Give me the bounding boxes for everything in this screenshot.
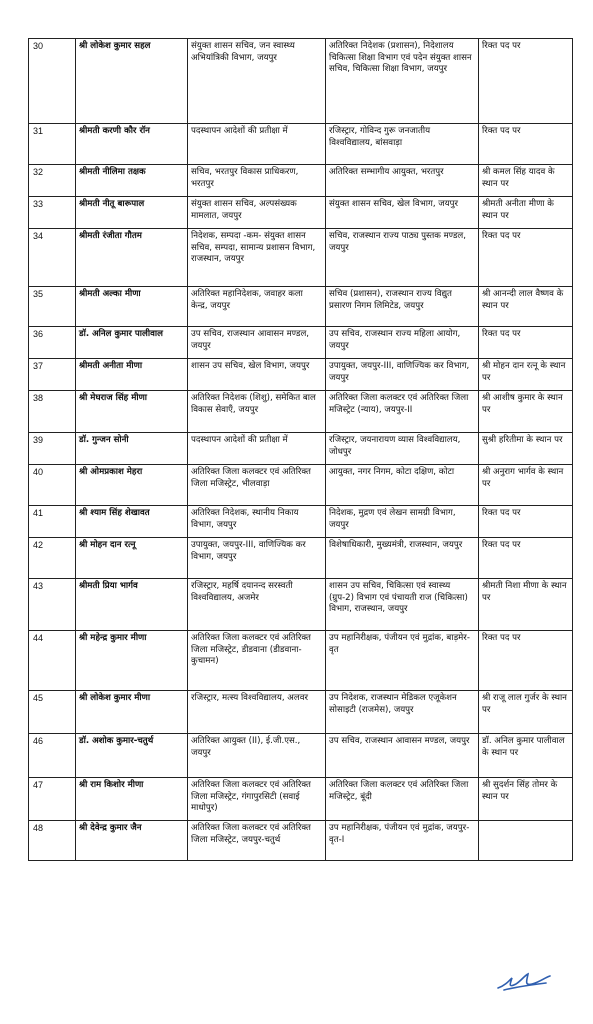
table-row [29, 359, 573, 391]
new-posting: उप सचिव, राजस्थान राज्य महिला आयोग, जयपुर [326, 327, 479, 359]
current-posting: अतिरिक्त जिला कलक्टर एवं अतिरिक्त जिला मजिस्ट्रेट, गंगापुरसिटी (सवाई माधोपुर) [188, 778, 326, 821]
row-number: 42 [29, 538, 76, 579]
officer-name: श्रीमती रंजीता गौतम [76, 229, 188, 287]
current-posting: पदस्थापन आदेशों की प्रतीक्षा में [188, 433, 326, 465]
officer-name: श्री मोहन दान रत्नू [76, 538, 188, 579]
remark: रिक्त पद पर [479, 327, 573, 359]
table-row [29, 734, 573, 778]
officer-name: श्री मेघराज सिंह मीणा [76, 391, 188, 433]
officer-name: श्रीमती अल्का मीणा [76, 287, 188, 327]
row-number: 33 [29, 197, 76, 229]
new-posting: उप महानिरीक्षक, पंजीयन एवं मुद्रांक, बाड़मेर-वृत [326, 631, 479, 691]
new-posting: उप महानिरीक्षक, पंजीयन एवं मुद्रांक, जयपुर-वृत-I [326, 821, 479, 861]
table-row [29, 165, 573, 197]
table-row [29, 433, 573, 465]
officer-name: श्री राम किशोर मीणा [76, 778, 188, 821]
row-number: 30 [29, 39, 76, 124]
current-posting: अतिरिक्त आयुक्त (II), ई.जी.एस., जयपुर [188, 734, 326, 778]
new-posting: रजिस्ट्रार, जयनारायण व्यास विश्वविद्यालय, जोधपुर [326, 433, 479, 465]
officer-name: डॉ. अनिल कुमार पालीवाल [76, 327, 188, 359]
current-posting: सचिव, भरतपुर विकास प्राधिकरण, भरतपुर [188, 165, 326, 197]
row-number: 41 [29, 506, 76, 538]
table-row [29, 506, 573, 538]
row-number: 37 [29, 359, 76, 391]
remark: रिक्त पद पर [479, 631, 573, 691]
new-posting: विशेषाधिकारी, मुख्यमंत्री, राजस्थान, जयपुर [326, 538, 479, 579]
table-row [29, 287, 573, 327]
table-row [29, 39, 573, 124]
table-row [29, 229, 573, 287]
current-posting: निदेशक, सम्पदा -कम- संयुक्त शासन सचिव, सम्पदा, सामान्य प्रशासन विभाग, राजस्थान, जयपुर [188, 229, 326, 287]
new-posting: निदेशक, मुद्रण एवं लेखन सामग्री विभाग, जयपुर [326, 506, 479, 538]
remark: रिक्त पद पर [479, 229, 573, 287]
current-posting: अतिरिक्त निदेशक (शिशु), समेकित बाल विकास सेवाएँ, जयपुर [188, 391, 326, 433]
transfer-order-table [28, 38, 573, 861]
current-posting: शासन उप सचिव, खेल विभाग, जयपुर [188, 359, 326, 391]
current-posting: रजिस्ट्रार, मत्स्य विश्वविद्यालय, अलवर [188, 691, 326, 734]
table-row [29, 465, 573, 506]
new-posting: अतिरिक्त सम्भागीय आयुक्त, भरतपुर [326, 165, 479, 197]
new-posting: उपायुक्त, जयपुर-III, वाणिज्यिक कर विभाग, जयपुर [326, 359, 479, 391]
current-posting: रजिस्ट्रार, महर्षि दयानन्द सरस्वती विश्वविद्यालय, अजमेर [188, 579, 326, 631]
new-posting: उप निदेशक, राजस्थान मेडिकल एजूकेशन सोसाइटी (राजमेस), जयपुर [326, 691, 479, 734]
remark: श्रीमती अनीता मीणा के स्थान पर [479, 197, 573, 229]
officer-name: श्रीमती करणी कौर रॉन [76, 124, 188, 165]
table-row [29, 691, 573, 734]
table-row [29, 124, 573, 165]
remark: श्री सुदर्शन सिंह तोमर के स्थान पर [479, 778, 573, 821]
remark: श्री मोहन दान रत्नू के स्थान पर [479, 359, 573, 391]
current-posting: पदस्थापन आदेशों की प्रतीक्षा में [188, 124, 326, 165]
officer-name: श्रीमती नीतू बारूपाल [76, 197, 188, 229]
new-posting: अतिरिक्त जिला कलक्टर एवं अतिरिक्त जिला मजिस्ट्रेट, बूंदी [326, 778, 479, 821]
remark: रिक्त पद पर [479, 39, 573, 124]
table-row [29, 778, 573, 821]
officer-name: श्री देवेन्द्र कुमार जैन [76, 821, 188, 861]
remark: डॉ. अनिल कुमार पालीवाल के स्थान पर [479, 734, 573, 778]
current-posting: उपायुक्त, जयपुर-III, वाणिज्यिक कर विभाग, जयपुर [188, 538, 326, 579]
remark: श्री आशीष कुमार के स्थान पर [479, 391, 573, 433]
current-posting: अतिरिक्त जिला कलक्टर एवं अतिरिक्त जिला मजिस्ट्रेट, जयपुर-चतुर्थ [188, 821, 326, 861]
table-row [29, 197, 573, 229]
current-posting: संयुक्त शासन सचिव, जन स्वास्थ्य अभियांत्रिकी विभाग, जयपुर [188, 39, 326, 124]
new-posting: शासन उप सचिव, चिकित्सा एवं स्वास्थ्य (ग्रुप-2) विभाग एवं पंचायती राज (चिकित्सा) विभाग, राजस्थान, जयपुर [326, 579, 479, 631]
row-number: 45 [29, 691, 76, 734]
row-number: 36 [29, 327, 76, 359]
remark: श्री आनन्दी लाल वैष्णव के स्थान पर [479, 287, 573, 327]
officer-name: श्री लोकेश कुमार मीणा [76, 691, 188, 734]
new-posting: सचिव (प्रशासन), राजस्थान राज्य विद्युत प्रसारण निगम लिमिटेड, जयपुर [326, 287, 479, 327]
row-number: 35 [29, 287, 76, 327]
officer-name: श्रीमती नीलिमा तक्षक [76, 165, 188, 197]
table-row [29, 631, 573, 691]
row-number: 38 [29, 391, 76, 433]
officer-name: श्री श्याम सिंह शेखावत [76, 506, 188, 538]
current-posting: उप सचिव, राजस्थान आवासन मण्डल, जयपुर [188, 327, 326, 359]
table-row [29, 391, 573, 433]
table-row [29, 538, 573, 579]
table-row [29, 579, 573, 631]
row-number: 43 [29, 579, 76, 631]
row-number: 47 [29, 778, 76, 821]
table-row [29, 327, 573, 359]
officer-name: डॉ. गुन्जन सोनी [76, 433, 188, 465]
remark: श्री अनुराग भार्गव के स्थान पर [479, 465, 573, 506]
current-posting: अतिरिक्त निदेशक, स्थानीय निकाय विभाग, जयपुर [188, 506, 326, 538]
new-posting: रजिस्ट्रार, गोविन्द गुरू जनजातीय विश्वविद्यालय, बांसवाड़ा [326, 124, 479, 165]
new-posting: अतिरिक्त निदेशक (प्रशासन), निदेशालय चिकित्सा शिक्षा विभाग एवं पदेन संयुक्त शासन सचिव, चिकित्सा शिक्षा विभाग, जयपुर [326, 39, 479, 124]
current-posting: अतिरिक्त महानिदेशक, जवाहर कला केन्द्र, जयपुर [188, 287, 326, 327]
new-posting: संयुक्त शासन सचिव, खेल विभाग, जयपुर [326, 197, 479, 229]
remark [479, 821, 573, 861]
remark: रिक्त पद पर [479, 538, 573, 579]
officer-name: श्रीमती प्रिया भार्गव [76, 579, 188, 631]
remark: श्री राजू लाल गुर्जर के स्थान पर [479, 691, 573, 734]
row-number: 39 [29, 433, 76, 465]
officer-name: श्री लोकेश कुमार सहल [76, 39, 188, 124]
new-posting: आयुक्त, नगर निगम, कोटा दक्षिण, कोटा [326, 465, 479, 506]
row-number: 34 [29, 229, 76, 287]
new-posting: उप सचिव, राजस्थान आवासन मण्डल, जयपुर [326, 734, 479, 778]
new-posting: सचिव, राजस्थान राज्य पाठ्य पुस्तक मण्डल, जयपुर [326, 229, 479, 287]
table-row [29, 821, 573, 861]
row-number: 40 [29, 465, 76, 506]
remark: श्रीमती निशा मीणा के स्थान पर [479, 579, 573, 631]
officer-name: डॉ. अशोक कुमार-चतुर्थ [76, 734, 188, 778]
signature-scribble [494, 966, 554, 996]
officer-name: श्रीमती अनीता मीणा [76, 359, 188, 391]
row-number: 31 [29, 124, 76, 165]
current-posting: अतिरिक्त जिला कलक्टर एवं अतिरिक्त जिला मजिस्ट्रेट, डीडवाना (डीडवाना-कुचामन) [188, 631, 326, 691]
new-posting: अतिरिक्त जिला कलक्टर एवं अतिरिक्त जिला मजिस्ट्रेट (न्याय), जयपुर-II [326, 391, 479, 433]
current-posting: अतिरिक्त जिला कलक्टर एवं अतिरिक्त जिला मजिस्ट्रेट, भीलवाड़ा [188, 465, 326, 506]
row-number: 48 [29, 821, 76, 861]
row-number: 32 [29, 165, 76, 197]
transfer-order-table-body [29, 39, 573, 861]
row-number: 44 [29, 631, 76, 691]
remark: श्री कमल सिंह यादव के स्थान पर [479, 165, 573, 197]
remark: सुश्री हरितीमा के स्थान पर [479, 433, 573, 465]
remark: रिक्त पद पर [479, 124, 573, 165]
officer-name: श्री महेन्द्र कुमार मीणा [76, 631, 188, 691]
current-posting: संयुक्त शासन सचिव, अल्पसंख्यक मामलात, जयपुर [188, 197, 326, 229]
remark: रिक्त पद पर [479, 506, 573, 538]
officer-name: श्री ओमप्रकाश मेहरा [76, 465, 188, 506]
row-number: 46 [29, 734, 76, 778]
